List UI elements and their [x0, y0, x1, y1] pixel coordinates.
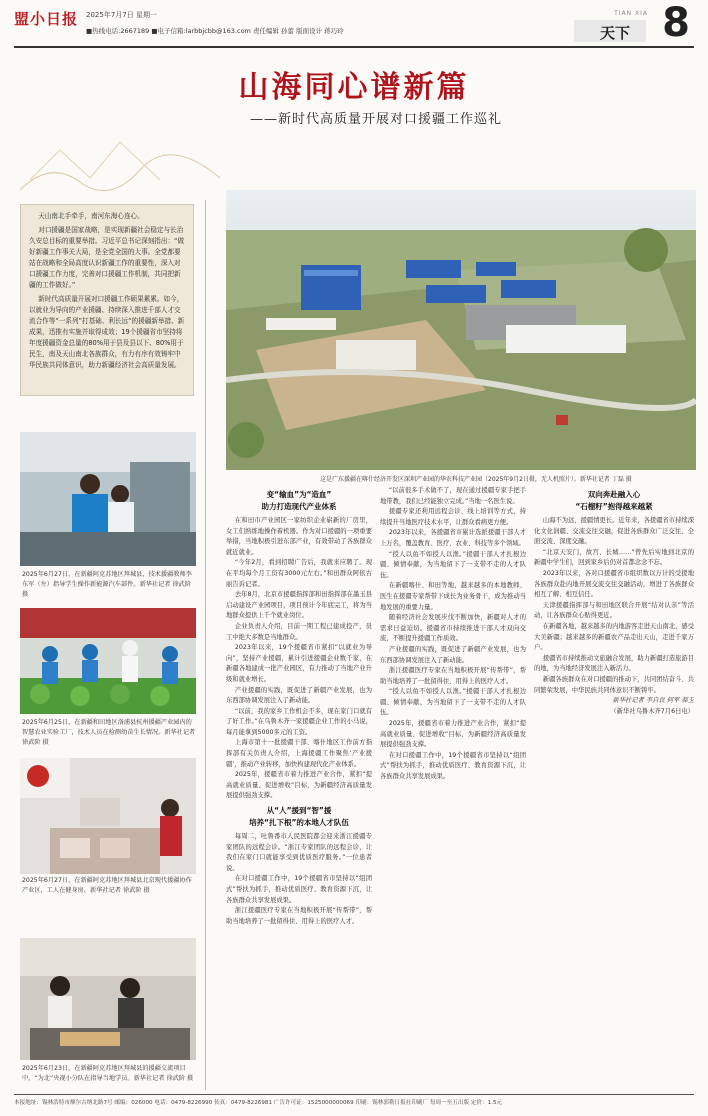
column-subtitle: 双向奔赴融入心 “石榴籽”抱得越来越紧	[575, 490, 653, 511]
newspaper-logo: 盟小日报	[14, 10, 79, 28]
section-name: 天下	[599, 24, 630, 42]
column-paragraph: 援疆专家还利用远程会诊、线上培训等方式，持续提升当地医疗技术水平，让群众看病更方便。	[380, 508, 526, 526]
column-paragraph: 在新疆各地，越来越多的内地游客走进天山南北，感受大美新疆；越来越多的新疆农产品走出天山，走进千家万户。	[534, 622, 694, 652]
page-headline: 山海同心谱新篇	[238, 70, 470, 105]
photo-caption: 2025年6月25日，在新疆和田地区洛浦县杭州援疆产业园内的智慧农业实验工厂，技术人员在检测幼苗生长情况。新华社记者 徐武阶 摄	[22, 719, 196, 746]
section-pinyin: TIAN XIA	[614, 10, 648, 17]
article-column-2	[380, 486, 526, 1090]
column-paragraph: 新疆各族群众在对口援疆的推动下，共同团结奋斗、共同繁荣发展，中华民族共同体意识不断铸牢。	[534, 675, 694, 694]
hero-caption: 这是广东援疆在喀什经济开发区深圳产业园的华农科技产业园（2025年9月2日摄，无人机照片）。新华社记者 丁磊 摄	[320, 476, 632, 483]
photo-industrial-workshop	[20, 758, 196, 874]
photo-caption: 2025年6月23日，在新疆阿克苏地区拜城县的援疆交流项目中，“为北”央视小分队在指导当地学员。新华社记者 徐武阶 摄	[22, 1065, 194, 1082]
page-subheadline: ——新时代高质量开展对口援疆工作巡礼	[250, 112, 503, 127]
column-divider	[205, 200, 206, 1090]
photo-vocational-training	[20, 432, 196, 566]
column-paragraph: 援疆省市持续推动文旅融合发展，助力新疆打造旅游目的地，为当地经济发展注入新活力。	[534, 654, 694, 673]
article-column-3	[534, 486, 694, 1090]
column-paragraph: 天津援疆指挥部与和田地区联合开展“结对认亲”等活动，让各族群众心贴得更近。	[534, 601, 694, 620]
masthead	[14, 0, 694, 46]
column-subtitle: 从“人”援到“智”援 培养“扎下根”的本地人才队伍	[249, 806, 349, 828]
column-paragraph: 上海市第十一批援疆干部、喀什地区工作前方指挥部有关负责人介绍，上海援疆工作聚焦‘产业援疆’，推动产业转移，加快构建现代化产业体系。	[226, 739, 372, 768]
column-paragraph: 浙江援疆医疗专家在当地积极开展“传帮带”，帮助当地培养了一批留得住、用得上的医疗人才。	[226, 907, 372, 925]
column-paragraph: 产业援疆的实践，既促进了新疆产业发展，也为东西部协调发展注入了新动能。	[380, 645, 526, 664]
column-paragraph: 2023年以来，19个援疆省市紧扣“以就业为导向”，坚持产业援疆，累计引进援疆企业数千家，在新疆各地建成一批产业园区，有力推动了当地产业升级和就业增长。	[226, 644, 372, 683]
footer-imprint: 本报地址：锡林浩特市额尔古纳北路7号 邮编：026000 电话：0479-8226990 传真：0479-8226981 广告许可证：1525000000069 印刷：锡林郭勒日报社印刷厂 每周一至五出版 定价：1.5元	[14, 1100, 503, 1106]
contact-line: ■热线电话:2667189 ■电子信箱:larbbjcbb@163.com 责任编辑 孙蕾 版面设计 蒋巧玲	[86, 27, 344, 35]
column-paragraph: 企业负责人介绍，目前一期工程已建成投产，员工中绝大多数是当地群众。	[226, 622, 372, 641]
column-dateline: （新华社乌鲁木齐7月6日电）	[610, 707, 694, 715]
column-paragraph: 2023年以来，各对口援疆省市组织数以万计的受援地各族群众赴内地开展交流交往交融活动，增进了各族群众相互了解、相互信任。	[534, 569, 694, 599]
column-paragraph: 每周二，吐鲁番市人民医院都会迎来浙江援疆专家团队的远程会诊。“浙江专家团队的远程会诊，让我们在家门口就能享受到优质医疗服务。”一位患者说。	[226, 833, 372, 872]
column-paragraph: “以前很多手术做不了，现在通过援疆专家手把手地带教，我们已经能独立完成。”当地一名医生说。	[380, 487, 526, 505]
column-paragraph: 2025年，援疆省市着力推进产业合作，紧扣“提高就业质量、促进增收”目标，为新疆经济高质量发展提供强劲支撑。	[380, 720, 526, 749]
photo-smart-farm	[20, 608, 196, 714]
photo-caption: 2025年6月27日，在新疆阿克苏地区拜城县北京现代援疆协作产业区，工人在健身房，新华社记者 徐武阶 摄	[22, 877, 192, 894]
column-paragraph: 2025年，援疆省市着力推进产业合作，紧扣“提高就业质量、促进增收”目标，为新疆经济高质量发展提供强劲支撑。	[226, 771, 372, 800]
column-paragraph: “授人以鱼不如授人以渔。”援疆干部人才扎根边疆、倾情奉献，为当地留下了一支带不走的人才队伍。	[380, 688, 526, 717]
lead-box	[20, 204, 194, 396]
column-paragraph: 在新疆喀什、和田等地，越来越多的本地教师、医生在援疆专家帮带下成长为业务骨干，成为推动当地发展的重要力量。	[380, 582, 526, 611]
issue-date: 2025年7月7日 星期一	[86, 11, 157, 19]
article-column-1	[226, 486, 372, 1090]
lead-paragraph: 天山南北手牵手，南河东海心连心。	[38, 212, 144, 220]
column-paragraph: 在和田市产业园区一家纺织企业崭新的厂房里，女工们熟练地操作着机器。作为对口援疆的一项重要举措，当地积极引进东部产业，有效带动了各族群众就近就业。	[226, 517, 372, 556]
column-paragraph: 浙江援疆医疗专家在当地积极开展“传帮带”，帮助当地培养了一批留得住、用得上的医疗人才。	[380, 667, 526, 685]
column-paragraph: 去年8月，北京市援疆指挥部和田指挥部在墨玉县启动建设产业园项目，项目预计今年底完工，将为当地群众提供上千个就业岗位。	[226, 591, 372, 620]
column-paragraph: “北京天安门，故宫、长城……”曾先后实地到北京的新疆中学生们，回到家乡后仍对首都念念不忘。	[534, 548, 694, 567]
page-number: 8	[662, 0, 690, 46]
column-paragraph: 随着经济社会发展步伐不断加快，新疆对人才的需求日益迫切。援疆省市持续推进干部人才双向交流，不断提升援疆工作质效。	[380, 614, 526, 643]
lead-paragraph: 对口援疆是国家战略，是实现新疆社会稳定与长治久安总目标的重要举措。习近平总书记深刻指出：“做好新疆工作事关大局，是全党全国的大事。全党都要站在战略和全局高度认识新疆工作的重要性，深入对口援疆工作力度，完善对口援疆工作机制，共同把新疆的工作做好。”	[29, 226, 185, 289]
photo-caption: 2025年6月27日，在新疆阿克苏地区拜城县，技术援疆教师李东军（左）指导学生操作新能源汽车部件。新华社记者 徐武阶 摄	[22, 571, 192, 598]
lead-paragraph: 新时代高质量开展对口援疆工作硕果累累。如今，以就业为导向的产业援疆、持续深入推进千部人才交流合作等“一系列”打基础、利长远“的援疆新举措、新成果，迅推有实施并取得成效；19个援疆省市坚持将年度援疆资金总量的80%用于县及县以下、80%用于民生，南及天山南北各族群众，有力有序有效铸牢中华民族共同体意识，助力新疆经济社会高质量发展。	[29, 295, 185, 369]
mountain-wave-decoration	[20, 120, 220, 200]
masthead-rule	[14, 46, 694, 48]
column-byline: 新华社记者 李自良 何军 郝玉	[612, 697, 694, 705]
column-paragraph: 在对口援疆工作中，19个援疆省市坚持以“组团式”帮扶为抓手，推动优质医疗、教育资源下沉，让各族群众共享发展成果。	[380, 751, 526, 781]
column-paragraph: 2023年以来，各援疆省市累计选派援疆干部人才上万名，覆盖教育、医疗、农业、科技等多个领域。	[380, 529, 526, 547]
hero-aerial-photo	[226, 190, 696, 470]
footer-rule	[14, 1094, 694, 1095]
column-subtitle: 变“输血”为“造血” 助力打造现代产业体系	[261, 490, 337, 511]
column-paragraph: 在对口援疆工作中，19个援疆省市坚持以“组团式”帮扶为抓手，推动优质医疗、教育资源下沉，让各族群众共享发展成果。	[226, 875, 372, 904]
photo-vocational-workshop	[20, 938, 196, 1060]
column-paragraph: “今年2月，看到招聘广告后，我就来应聘了。现在平均每个月工资有3000元左右。”和田群众阿依古丽告诉记者。	[226, 559, 372, 588]
column-paragraph: 山海不为远，援疆情更长。近年来，各援疆省市持续深化文化润疆、交流交往交融，促进各族群众广泛交往、全面交流、深度交融。	[534, 517, 694, 546]
column-paragraph: 产业援疆的实践，既促进了新疆产业发展，也为东西部协调发展注入了新动能。	[226, 686, 372, 705]
column-paragraph: “授人以鱼不如授人以渔。”援疆干部人才扎根边疆、倾情奉献，为当地留下了一支带不走的人才队伍。	[380, 550, 526, 579]
column-paragraph: “以前，我的家乡工作机会不多，现在家门口就有了好工作。”在乌鲁木齐一家援疆企业工作的小马说，每月能拿到5000多元的工资。	[226, 707, 372, 736]
